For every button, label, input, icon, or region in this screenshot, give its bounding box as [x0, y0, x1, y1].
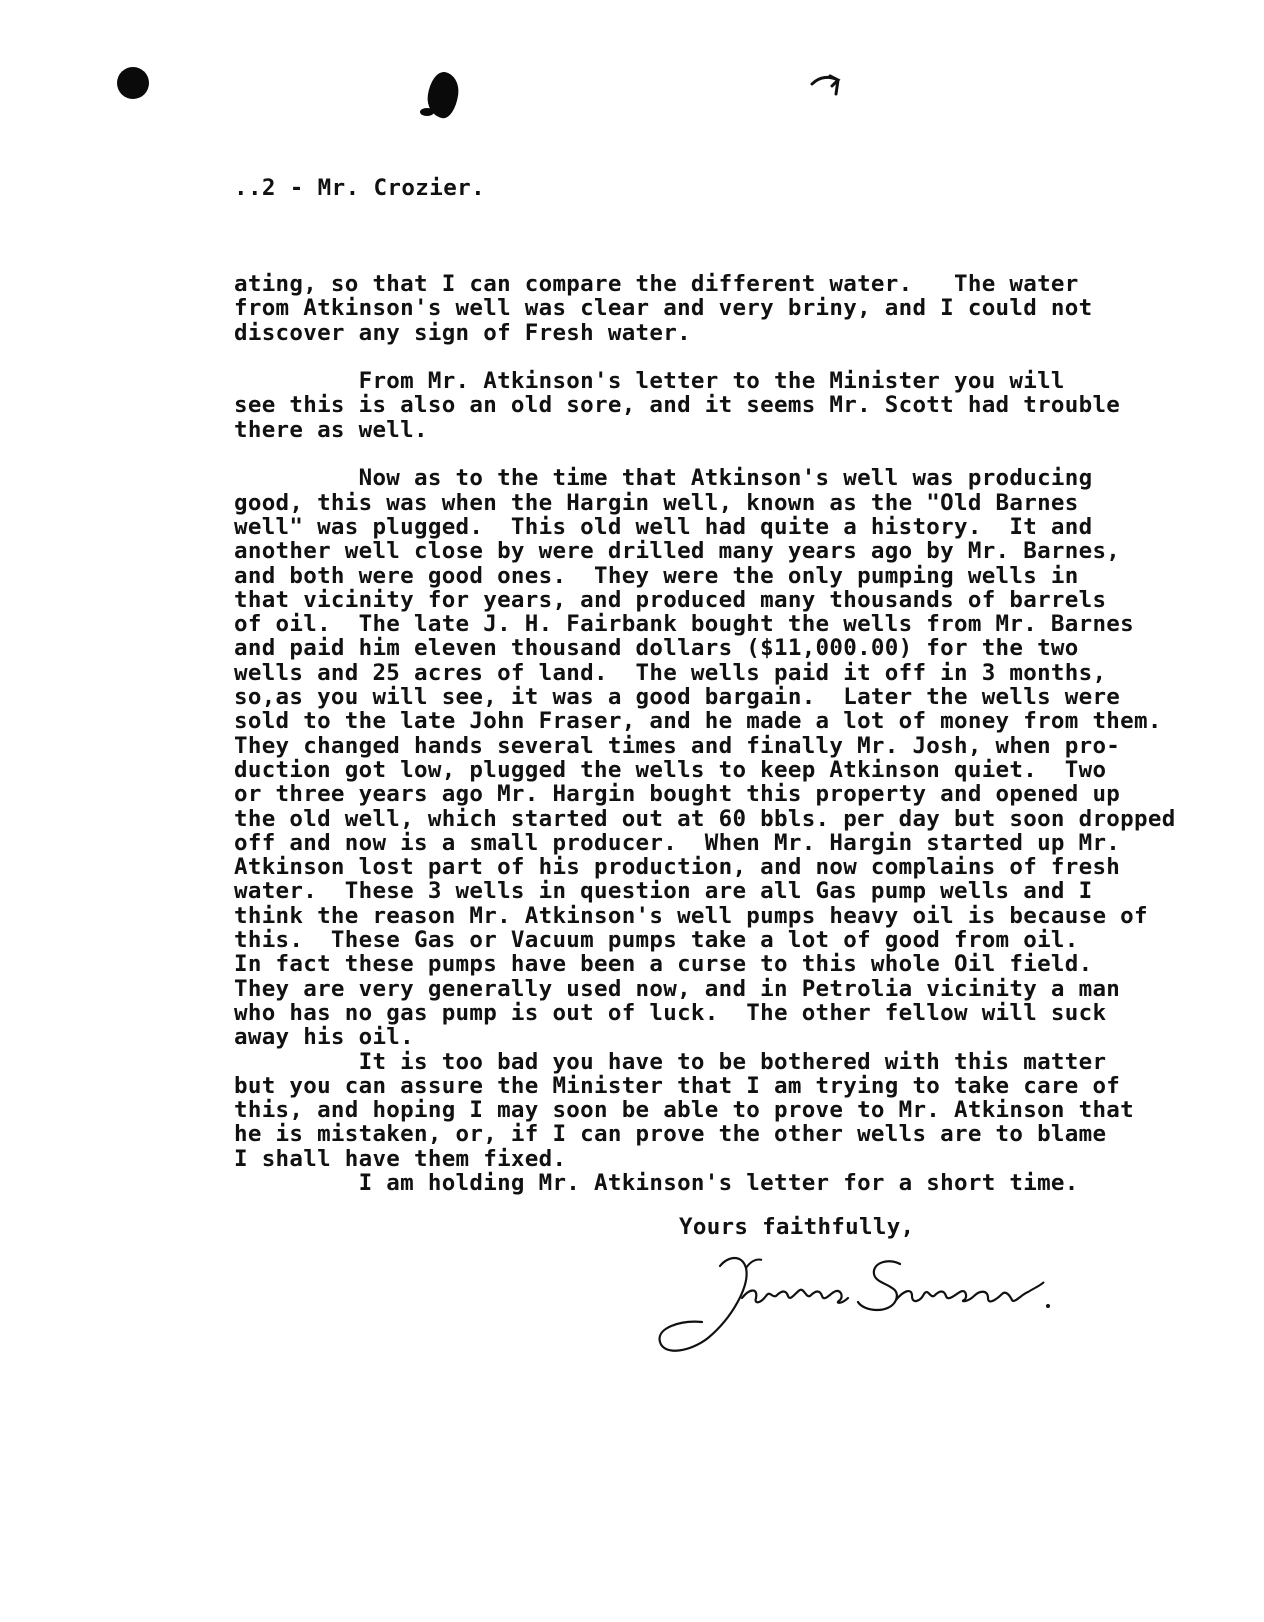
text-line: duction got low, plugged the wells to keep Atkinson quiet. Two [234, 756, 1107, 783]
text-line: well" was plugged. This old well had quite a history. It and [234, 513, 1093, 540]
text-line: see this is also an old sore, and it seems Mr. Scott had trouble [234, 392, 1121, 419]
text-line: sold to the late John Fraser, and he made a lot of money from them. [234, 708, 1162, 735]
text-line: ating, so that I can compare the different water. The water [234, 271, 1079, 297]
closing-salutation: Yours faithfully, [679, 1214, 915, 1240]
text-line: this, and hoping I may soon be able to prove to Mr. Atkinson that [234, 1097, 1134, 1124]
handwritten-signature [650, 1238, 1070, 1358]
text-line: and both were good ones. They were the only pumping wells in [234, 562, 1079, 589]
text-line: he is mistaken, or, if I can prove the other wells are to blame [234, 1121, 1107, 1148]
text-line: but you can assure the Minister that I am trying to take care of [234, 1072, 1121, 1099]
text-line: this. These Gas or Vacuum pumps take a lot of good from oil. [234, 927, 1079, 954]
text-line: It is too bad you have to be bothered with this matter [234, 1048, 1107, 1075]
punch-hole [117, 67, 149, 99]
text-line: think the reason Mr. Atkinson's well pumps heavy oil is because of [234, 902, 1148, 929]
text-line: I am holding Mr. Atkinson's letter for a short time. [234, 1169, 1079, 1196]
text-line: discover any sign of Fresh water. [234, 319, 691, 346]
text-line: They changed hands several times and finally Mr. Josh, when pro- [234, 732, 1121, 759]
text-line: of oil. The late J. H. Fairbank bought the wells from Mr. Barnes [234, 611, 1134, 638]
text-line: or three years ago Mr. Hargin bought this property and opened up [234, 781, 1121, 808]
text-line: wells and 25 acres of land. The wells paid it off in 3 months, [234, 659, 1107, 686]
page-header: ..2 - Mr. Crozier. [234, 175, 486, 201]
text-line: water. These 3 wells in question are all Gas pump wells and I [234, 878, 1093, 905]
paragraph-2 [234, 369, 1234, 442]
text-line: Atkinson lost part of his production, and now complains of fresh [234, 854, 1121, 881]
letter-body [234, 272, 1234, 1195]
text-line: Now as to the time that Atkinson's well was producing [234, 465, 1093, 492]
text-line: that vicinity for years, and produced many thousands of barrels [234, 586, 1107, 613]
text-line: and paid him eleven thousand dollars ($11,000.00) for the two [234, 635, 1079, 662]
text-line: who has no gas pump is out of luck. The other fellow will suck [234, 999, 1107, 1026]
text-line: good, this was when the Hargin well, known as the "Old Barnes [234, 489, 1079, 516]
text-line: the old well, which started out at 60 bbls. per day but soon dropped [234, 805, 1176, 832]
text-line: They are very generally used now, and in Petrolia vicinity a man [234, 975, 1121, 1002]
text-line: another well close by were drilled many years ago by Mr. Barnes, [234, 538, 1121, 565]
paragraph-1 [234, 272, 1234, 345]
text-line: from Atkinson's well was clear and very briny, and I could not [234, 295, 1093, 322]
text-line: so,as you will see, it was a good bargain. Later the wells were [234, 684, 1121, 711]
stray-mark [808, 72, 848, 102]
text-line: I shall have them fixed. [234, 1145, 567, 1172]
text-line: off and now is a small producer. When Mr. Hargin started up Mr. [234, 829, 1121, 856]
text-line: From Mr. Atkinson's letter to the Minister you will [234, 368, 1065, 395]
text-line: there as well. [234, 416, 428, 443]
text-line: away his oil. [234, 1024, 414, 1051]
paragraph-4 [234, 1050, 1234, 1196]
ink-blot-tail [420, 108, 434, 116]
text-line: In fact these pumps have been a curse to this whole Oil field. [234, 951, 1093, 978]
paragraph-3 [234, 466, 1234, 1049]
